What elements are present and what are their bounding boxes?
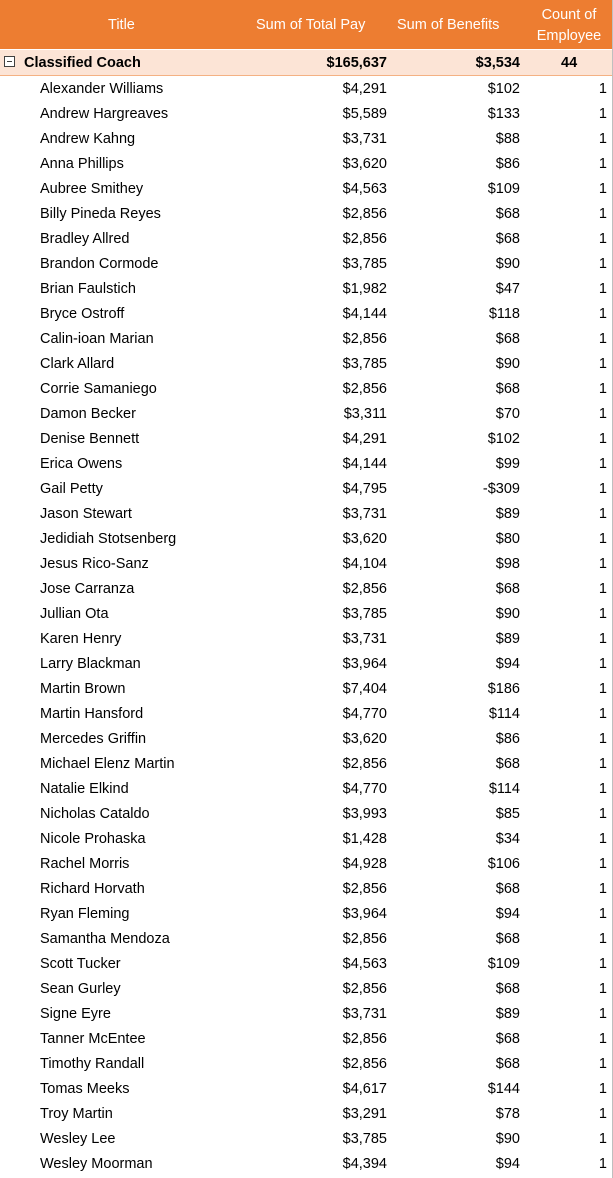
employee-total-pay: $1,982 — [342, 280, 387, 297]
table-row[interactable] — [0, 126, 613, 151]
header-count-line2: Employee — [536, 28, 602, 44]
table-row[interactable] — [0, 1076, 613, 1101]
employee-total-pay: $2,856 — [342, 580, 387, 597]
table-row[interactable] — [0, 501, 613, 526]
employee-total-pay: $4,770 — [342, 705, 387, 722]
employee-count: 1 — [598, 580, 607, 597]
employee-name: Brian Faulstich — [40, 280, 136, 297]
employee-benefits: $99 — [495, 455, 520, 472]
employee-total-pay: $4,291 — [342, 80, 387, 97]
employee-name: Clark Allard — [40, 355, 115, 372]
employee-benefits: $88 — [495, 130, 520, 147]
group-benefits: $3,534 — [475, 54, 520, 71]
employee-count: 1 — [598, 230, 607, 247]
table-row[interactable] — [0, 951, 613, 976]
table-row[interactable] — [0, 801, 613, 826]
employee-benefits: $68 — [495, 230, 520, 247]
employee-total-pay: $3,620 — [342, 530, 387, 547]
employee-total-pay: $3,964 — [342, 905, 387, 922]
employee-benefits: $68 — [495, 1055, 520, 1072]
header-sum-total-pay[interactable]: Sum of Total Pay — [256, 17, 366, 33]
employee-name: Anna Phillips — [40, 155, 124, 172]
employee-name: Samantha Mendoza — [40, 930, 170, 947]
employee-count: 1 — [598, 355, 607, 372]
employee-benefits: $94 — [495, 1155, 520, 1172]
employee-name: Timothy Randall — [40, 1055, 145, 1072]
table-row[interactable] — [0, 876, 613, 901]
employee-count: 1 — [598, 1005, 607, 1022]
employee-count: 1 — [598, 1155, 607, 1172]
employee-total-pay: $3,785 — [342, 1130, 387, 1147]
employee-total-pay: $2,856 — [342, 930, 387, 947]
employee-total-pay: $3,731 — [342, 1005, 387, 1022]
employee-total-pay: $2,856 — [342, 330, 387, 347]
employee-name: Troy Martin — [40, 1105, 113, 1122]
employee-count: 1 — [598, 180, 607, 197]
employee-total-pay: $3,785 — [342, 255, 387, 272]
employee-name: Calin-ioan Marian — [40, 330, 154, 347]
employee-total-pay: $3,731 — [342, 505, 387, 522]
employee-count: 1 — [598, 930, 607, 947]
employee-count: 1 — [598, 430, 607, 447]
employee-name: Jason Stewart — [40, 505, 132, 522]
employee-benefits: $80 — [495, 530, 520, 547]
table-row[interactable] — [0, 701, 613, 726]
table-row[interactable] — [0, 926, 613, 951]
header-count-line1: Count of — [541, 7, 597, 23]
employee-count: 1 — [598, 680, 607, 697]
table-row[interactable] — [0, 1101, 613, 1126]
employee-name: Jullian Ota — [40, 605, 109, 622]
employee-count: 1 — [598, 1105, 607, 1122]
employee-name: Bradley Allred — [40, 230, 130, 247]
table-row[interactable] — [0, 1151, 613, 1176]
employee-count: 1 — [598, 805, 607, 822]
employee-benefits: $114 — [488, 780, 520, 797]
employee-total-pay: $2,856 — [342, 980, 387, 997]
employee-name: Tomas Meeks — [40, 1080, 130, 1097]
table-row[interactable] — [0, 726, 613, 751]
employee-name: Mercedes Griffin — [40, 730, 147, 747]
employee-name: Ryan Fleming — [40, 905, 130, 922]
employee-total-pay: $3,785 — [342, 605, 387, 622]
employee-benefits: $144 — [487, 1080, 520, 1097]
employee-benefits: $68 — [495, 380, 520, 397]
employee-name: Denise Bennett — [40, 430, 140, 447]
employee-benefits: $94 — [495, 655, 520, 672]
employee-count: 1 — [598, 205, 607, 222]
table-row[interactable] — [0, 351, 613, 376]
employee-benefits: $114 — [488, 705, 520, 722]
employee-count: 1 — [598, 605, 607, 622]
employee-count: 1 — [598, 630, 607, 647]
employee-total-pay: $4,795 — [342, 480, 387, 497]
table-row[interactable] — [0, 851, 613, 876]
employee-count: 1 — [598, 705, 607, 722]
employee-benefits: $186 — [487, 680, 520, 697]
header-sum-benefits[interactable]: Sum of Benefits — [397, 17, 500, 33]
employee-count: 1 — [598, 530, 607, 547]
employee-name: Alexander Williams — [40, 80, 164, 97]
header-count-employee[interactable] — [528, 5, 610, 47]
employee-count: 1 — [598, 155, 607, 172]
employee-benefits: $68 — [495, 755, 520, 772]
employee-benefits: $68 — [495, 330, 520, 347]
employee-name: Scott Tucker — [40, 955, 121, 972]
employee-count: 1 — [598, 1080, 607, 1097]
employee-benefits: $90 — [495, 605, 520, 622]
employee-count: 1 — [598, 280, 607, 297]
table-row[interactable] — [0, 76, 613, 101]
employee-benefits: $109 — [487, 955, 520, 972]
employee-benefits: $34 — [495, 830, 520, 847]
employee-benefits: $90 — [495, 255, 520, 272]
employee-total-pay: $2,856 — [342, 880, 387, 897]
employee-benefits: $118 — [488, 305, 520, 322]
employee-benefits: $90 — [495, 355, 520, 372]
group-name: Classified Coach — [24, 54, 141, 71]
employee-count: 1 — [598, 980, 607, 997]
employee-benefits: $47 — [495, 280, 520, 297]
table-row[interactable] — [0, 626, 613, 651]
group-count: 44 — [561, 54, 578, 71]
employee-benefits: $90 — [495, 1130, 520, 1147]
employee-total-pay: $2,856 — [342, 1030, 387, 1047]
employee-count: 1 — [598, 1130, 607, 1147]
employee-benefits: $68 — [495, 580, 520, 597]
table-row[interactable] — [0, 376, 613, 401]
employee-count: 1 — [598, 880, 607, 897]
employee-total-pay: $4,617 — [342, 1080, 387, 1097]
employee-benefits: $94 — [495, 905, 520, 922]
employee-total-pay: $4,291 — [342, 430, 387, 447]
employee-benefits: $89 — [495, 505, 520, 522]
employee-name: Jedidiah Stotsenberg — [40, 530, 177, 547]
employee-total-pay: $3,291 — [342, 1105, 387, 1122]
employee-count: 1 — [598, 255, 607, 272]
table-row[interactable] — [0, 776, 613, 801]
employee-count: 1 — [598, 955, 607, 972]
employee-total-pay: $4,928 — [342, 855, 387, 872]
employee-name: Rachel Morris — [40, 855, 130, 872]
header-title[interactable]: Title — [108, 17, 135, 33]
employee-name: Corrie Samaniego — [40, 380, 157, 397]
employee-name: Jose Carranza — [40, 580, 135, 597]
employee-count: 1 — [598, 80, 607, 97]
employee-count: 1 — [598, 1055, 607, 1072]
table-row[interactable] — [0, 976, 613, 1001]
employee-benefits: $68 — [495, 880, 520, 897]
employee-total-pay: $4,770 — [342, 780, 387, 797]
employee-name: Sean Gurley — [40, 980, 121, 997]
employee-benefits: $68 — [495, 980, 520, 997]
employee-name: Karen Henry — [40, 630, 122, 647]
employee-rows — [0, 76, 613, 1176]
table-row[interactable] — [0, 451, 613, 476]
employee-benefits: $106 — [487, 855, 520, 872]
employee-count: 1 — [598, 130, 607, 147]
collapse-icon[interactable] — [4, 56, 15, 67]
employee-total-pay: $2,856 — [342, 205, 387, 222]
employee-total-pay: $3,311 — [343, 405, 387, 422]
employee-name: Signe Eyre — [40, 1005, 111, 1022]
employee-name: Bryce Ostroff — [40, 305, 125, 322]
group-row[interactable] — [0, 50, 613, 76]
employee-name: Tanner McEntee — [40, 1030, 146, 1047]
employee-name: Jesus Rico-Sanz — [40, 555, 149, 572]
employee-count: 1 — [598, 305, 607, 322]
employee-name: Billy Pineda Reyes — [40, 205, 161, 222]
group-total-pay: $165,637 — [326, 54, 387, 71]
employee-total-pay: $2,856 — [342, 230, 387, 247]
employee-name: Gail Petty — [40, 480, 103, 497]
employee-benefits: $85 — [495, 805, 520, 822]
employee-name: Wesley Lee — [40, 1130, 116, 1147]
employee-count: 1 — [598, 505, 607, 522]
employee-total-pay: $3,964 — [342, 655, 387, 672]
table-row[interactable] — [0, 326, 613, 351]
table-row[interactable] — [0, 201, 613, 226]
table-row[interactable] — [0, 426, 613, 451]
employee-total-pay: $3,731 — [342, 630, 387, 647]
employee-benefits: -$309 — [482, 480, 520, 497]
employee-benefits: $86 — [495, 155, 520, 172]
table-row[interactable] — [0, 401, 613, 426]
employee-benefits: $89 — [495, 630, 520, 647]
employee-count: 1 — [598, 1030, 607, 1047]
employee-name: Erica Owens — [40, 455, 123, 472]
employee-name: Martin Hansford — [40, 705, 144, 722]
table-row[interactable] — [0, 676, 613, 701]
employee-count: 1 — [598, 905, 607, 922]
table-row[interactable] — [0, 651, 613, 676]
employee-name: Andrew Hargreaves — [40, 105, 169, 122]
employee-name: Larry Blackman — [40, 655, 141, 672]
employee-name: Nicholas Cataldo — [40, 805, 150, 822]
table-row[interactable] — [0, 476, 613, 501]
employee-benefits: $68 — [495, 205, 520, 222]
employee-name: Natalie Elkind — [40, 780, 129, 797]
employee-total-pay: $5,589 — [342, 105, 387, 122]
employee-count: 1 — [598, 730, 607, 747]
employee-benefits: $78 — [495, 1105, 520, 1122]
employee-total-pay: $4,394 — [342, 1155, 387, 1172]
employee-benefits: $133 — [487, 105, 520, 122]
employee-benefits: $68 — [495, 1030, 520, 1047]
table-row[interactable] — [0, 826, 613, 851]
employee-benefits: $109 — [487, 180, 520, 197]
employee-benefits: $70 — [495, 405, 520, 422]
employee-total-pay: $2,856 — [342, 1055, 387, 1072]
table-row[interactable] — [0, 276, 613, 301]
table-row[interactable] — [0, 551, 613, 576]
employee-count: 1 — [598, 455, 607, 472]
table-row[interactable] — [0, 176, 613, 201]
employee-benefits: $86 — [495, 730, 520, 747]
employee-total-pay: $3,620 — [342, 730, 387, 747]
table-row[interactable] — [0, 576, 613, 601]
table-row[interactable] — [0, 151, 613, 176]
employee-count: 1 — [598, 780, 607, 797]
employee-name: Aubree Smithey — [40, 180, 144, 197]
employee-name: Martin Brown — [40, 680, 126, 697]
employee-count: 1 — [598, 830, 607, 847]
employee-name: Nicole Prohaska — [40, 830, 146, 847]
employee-count: 1 — [598, 480, 607, 497]
employee-benefits: $102 — [487, 430, 520, 447]
table-row[interactable] — [0, 1051, 613, 1076]
table-row[interactable] — [0, 901, 613, 926]
table-row[interactable] — [0, 751, 613, 776]
employee-total-pay: $4,563 — [342, 955, 387, 972]
employee-total-pay: $7,404 — [342, 680, 387, 697]
table-row[interactable] — [0, 1001, 613, 1026]
employee-name: Brandon Cormode — [40, 255, 159, 272]
employee-count: 1 — [598, 755, 607, 772]
employee-total-pay: $4,563 — [342, 180, 387, 197]
employee-total-pay: $3,785 — [342, 355, 387, 372]
employee-total-pay: $3,731 — [342, 130, 387, 147]
employee-count: 1 — [598, 555, 607, 572]
table-row[interactable] — [0, 526, 613, 551]
table-row[interactable] — [0, 101, 613, 126]
employee-count: 1 — [598, 330, 607, 347]
employee-total-pay: $1,428 — [342, 830, 387, 847]
employee-count: 1 — [598, 855, 607, 872]
header-row — [0, 0, 613, 50]
employee-benefits: $89 — [495, 1005, 520, 1022]
table-row[interactable] — [0, 601, 613, 626]
employee-count: 1 — [598, 105, 607, 122]
employee-name: Andrew Kahng — [40, 130, 136, 147]
employee-benefits: $102 — [487, 80, 520, 97]
employee-total-pay: $2,856 — [342, 380, 387, 397]
employee-total-pay: $3,620 — [342, 155, 387, 172]
employee-name: Damon Becker — [40, 405, 136, 422]
employee-total-pay: $2,856 — [342, 755, 387, 772]
employee-name: Wesley Moorman — [40, 1155, 153, 1172]
table-row[interactable] — [0, 1026, 613, 1051]
table-row[interactable] — [0, 226, 613, 251]
employee-count: 1 — [598, 380, 607, 397]
employee-total-pay: $4,104 — [342, 555, 387, 572]
employee-count: 1 — [598, 655, 607, 672]
employee-name: Michael Elenz Martin — [40, 755, 175, 772]
table-row[interactable] — [0, 1126, 613, 1151]
table-row[interactable] — [0, 251, 613, 276]
employee-benefits: $98 — [495, 555, 520, 572]
employee-benefits: $68 — [495, 930, 520, 947]
employee-count: 1 — [598, 405, 607, 422]
employee-total-pay: $4,144 — [342, 305, 387, 322]
employee-total-pay: $4,144 — [342, 455, 387, 472]
table-row[interactable] — [0, 301, 613, 326]
employee-name: Richard Horvath — [40, 880, 145, 897]
employee-total-pay: $3,993 — [342, 805, 387, 822]
